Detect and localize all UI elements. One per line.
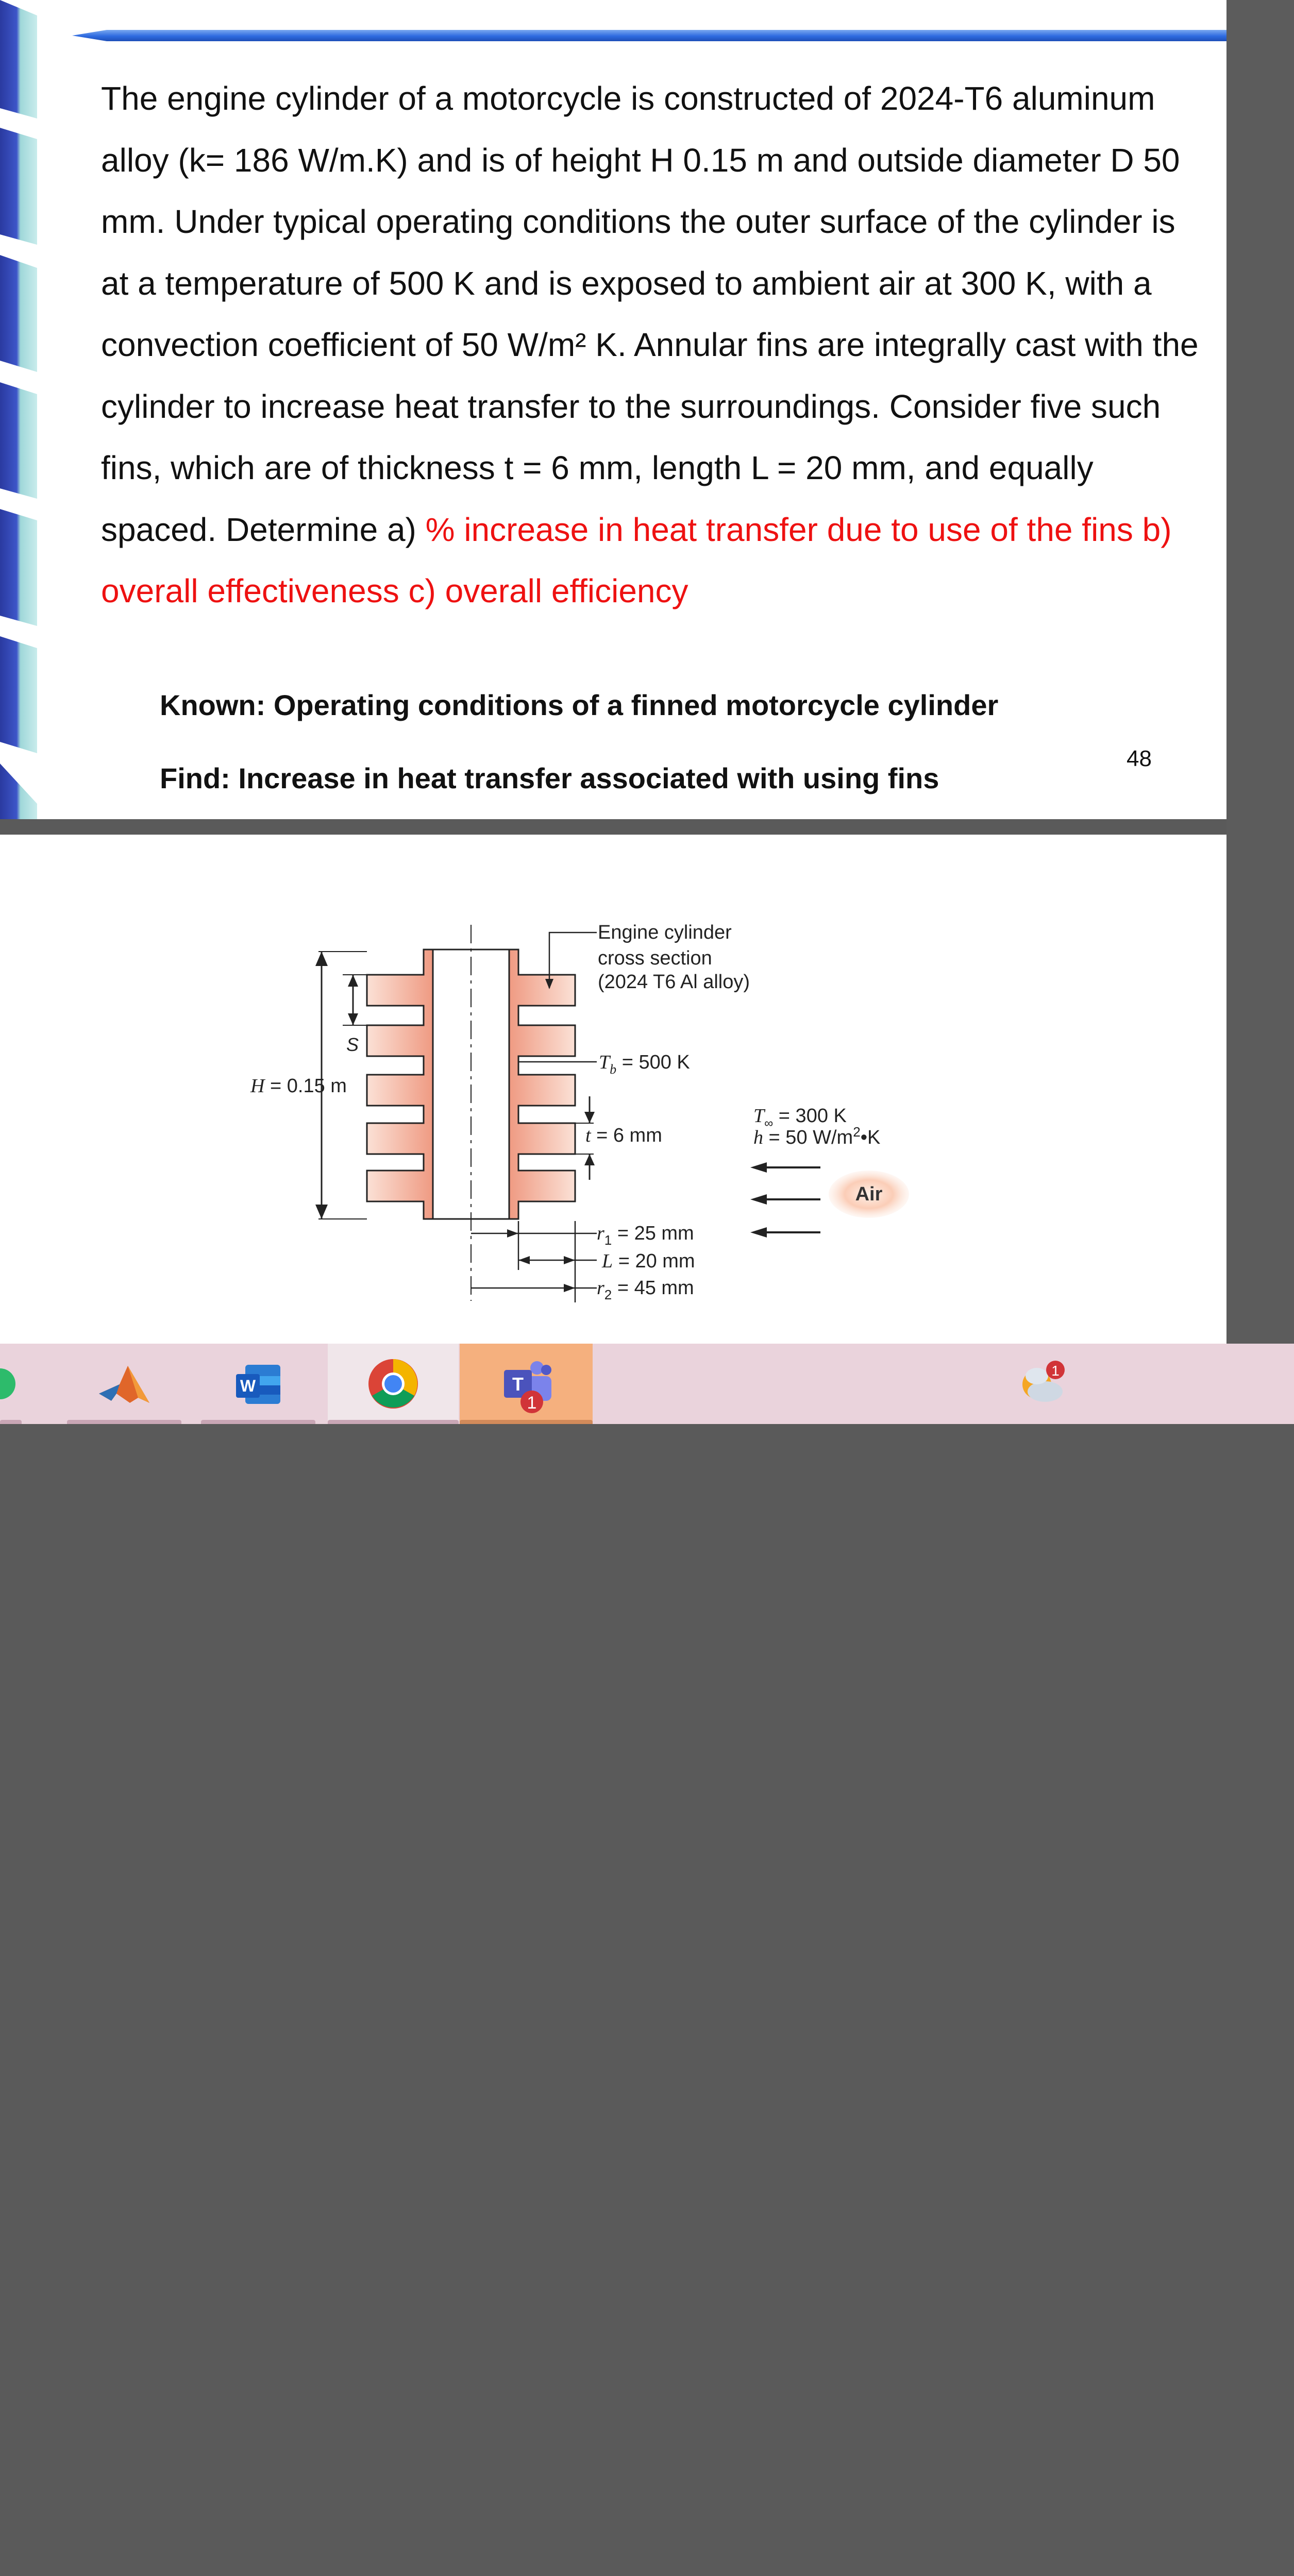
title-rule	[72, 30, 1226, 41]
taskbar-word[interactable]	[201, 1344, 315, 1424]
svg-text:W: W	[240, 1377, 256, 1395]
spacing-label: S	[346, 1034, 359, 1055]
left-fin-body	[367, 950, 433, 1220]
page-number: 48	[1127, 746, 1152, 771]
edge-icon	[0, 1344, 21, 1424]
taskbar-chrome[interactable]	[328, 1344, 459, 1424]
height-label: H = 0.15 m	[250, 1075, 347, 1097]
taskbar-matlab[interactable]	[67, 1344, 181, 1424]
air-label: Air	[855, 1183, 883, 1205]
scroll-gutter[interactable]	[1226, 0, 1294, 1344]
right-fin-body	[509, 950, 575, 1219]
fin-diagram	[0, 835, 1226, 1344]
slide-page-49	[0, 835, 1226, 1344]
word-icon	[230, 1355, 287, 1412]
problem-questions: % increase in heat transfer due to use of the fins b) overall effectiveness c) overall efficiency	[101, 511, 1172, 609]
svg-text:1: 1	[527, 1393, 537, 1413]
air-flow-arrows	[758, 1167, 820, 1232]
length-label: L = 20 mm	[602, 1250, 695, 1272]
cylinder-label-3: (2024 T6 Al alloy)	[598, 971, 750, 993]
find-statement: Find: Increase in heat transfer associated with using fins	[160, 762, 939, 794]
taskbar-edge-app[interactable]	[0, 1344, 21, 1424]
cylinder-label-2: cross section	[598, 947, 712, 969]
svg-text:T: T	[512, 1374, 524, 1395]
partly-sunny-icon	[1013, 1355, 1070, 1412]
cylinder-label-1: Engine cylinder	[598, 922, 732, 943]
weather-widget-icon-button[interactable]	[1013, 1344, 1070, 1424]
known-statement: Known: Operating conditions of a finned motorcycle cylinder	[160, 689, 999, 721]
svg-text:1: 1	[1051, 1363, 1060, 1379]
r1-label: $r_1 = 25$ mm	[597, 1223, 694, 1248]
base-temp-label: $T_b = 500$ K	[599, 1052, 690, 1077]
r2-label: $r_2 = 45$ mm	[597, 1277, 694, 1302]
teams-icon	[493, 1350, 560, 1417]
chrome-icon	[365, 1355, 422, 1412]
page-separator	[0, 819, 1226, 835]
matlab-icon	[96, 1355, 153, 1412]
thickness-label: t = 6 mm	[585, 1125, 662, 1146]
ambient-temp-label: $T_\infty = 300$ K	[753, 1105, 847, 1130]
taskbar	[0, 1344, 1294, 1424]
problem-text: The engine cylinder of a motorcycle is constructed of 2024-T6 aluminum alloy (k= 186 W/m.K) and is of height H 0.15 m and outside diameter D 50 mm. Under typical operating conditions the outer surface of the cylinder is at a temperature of 500 K and is exposed to ambient air at 300 K, with a convection coefficient of 50 W/m² K. Annular fins are integrally cast with the cylinder to increase heat transfer to the surroundings. Consider five such fins, which are of thickness t = 6 mm, length L = 20 mm, and equally spaced. Determine a)	[101, 80, 1199, 548]
convection-coefficient-label: h = 50 $W/m^2•K$	[753, 1124, 881, 1148]
problem-statement	[101, 68, 1209, 622]
taskbar-teams[interactable]	[460, 1344, 593, 1424]
